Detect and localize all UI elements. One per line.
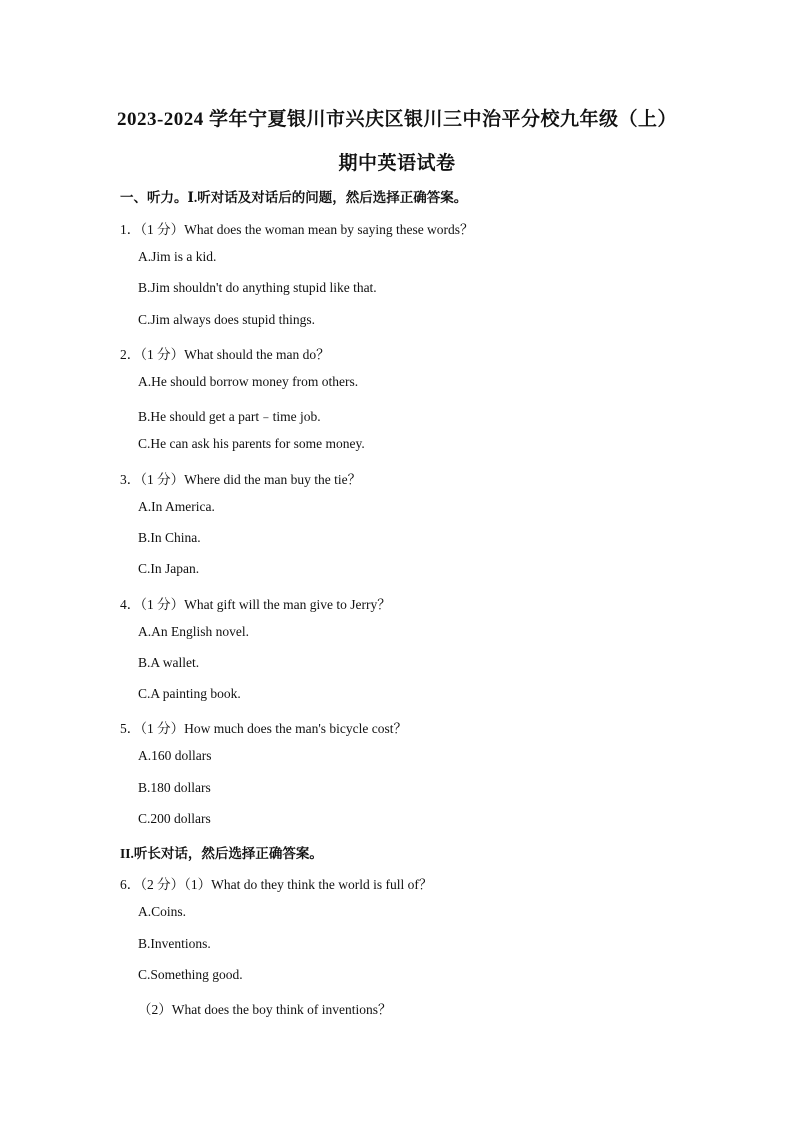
question-4-option-c: C.A painting book.: [138, 686, 241, 701]
question-6-option-a: A.Coins.: [138, 904, 187, 919]
question-2-stem: 2．（1 分）What should the man do？: [120, 347, 330, 362]
question-3-option-c: C.In Japan.: [138, 561, 200, 576]
question-3-stem: 3．（1 分）Where did the man buy the tie？: [120, 472, 362, 487]
exam-title-line1: 2023-2024 学年宁夏银川市兴庆区银川三中治平分校九年级（上）: [116, 109, 678, 130]
question-5-option-a: A.160 dollars: [138, 748, 212, 763]
question-2-option-a: A.He should borrow money from others.: [138, 374, 359, 389]
question-4-option-a: A.An English novel.: [138, 624, 249, 639]
question-5-option-c: C.200 dollars: [138, 811, 211, 826]
question-1-option-c: C.Jim always does stupid things.: [138, 312, 316, 327]
question-5-stem: 5．（1 分）How much does the man's bicycle cost？: [120, 721, 408, 736]
question-6-option-b: B.Inventions.: [138, 936, 211, 951]
question-1-option-b: B.Jim shouldn't do anything stupid like that.: [138, 280, 377, 295]
question-1-option-a: A.Jim is a kid.: [138, 249, 217, 264]
question-4-stem: 4．（1 分）What gift will the man give to Jerry？: [120, 597, 391, 612]
question-5-option-b: B.180 dollars: [138, 780, 211, 795]
question-3-option-b: B.In China.: [138, 530, 201, 545]
question-6-option-c: C.Something good.: [138, 967, 243, 982]
section-heading-listening: 一、听力。Ⅰ.听对话及对话后的问题，然后选择正确答案。: [120, 190, 468, 205]
question-2-option-b: B.He should get a part﹣time job.: [138, 409, 321, 424]
question-1-stem: 1．（1 分）What does the woman mean by saying these words？: [120, 222, 474, 237]
question-2-option-c: C.He can ask his parents for some money.: [138, 436, 365, 451]
question-6-stem: 6．（2 分）（1）What do they think the world is full of？: [120, 877, 433, 892]
question-6-subquestion-2: （2）What does the boy think of inventions？: [138, 1002, 392, 1017]
question-4-option-b: B.A wallet.: [138, 655, 200, 670]
question-3-option-a: A.In America.: [138, 499, 215, 514]
section-heading-long-dialogue: II.听长对话，然后选择正确答案。: [120, 846, 323, 861]
exam-title-line2: 期中英语试卷: [338, 153, 456, 174]
